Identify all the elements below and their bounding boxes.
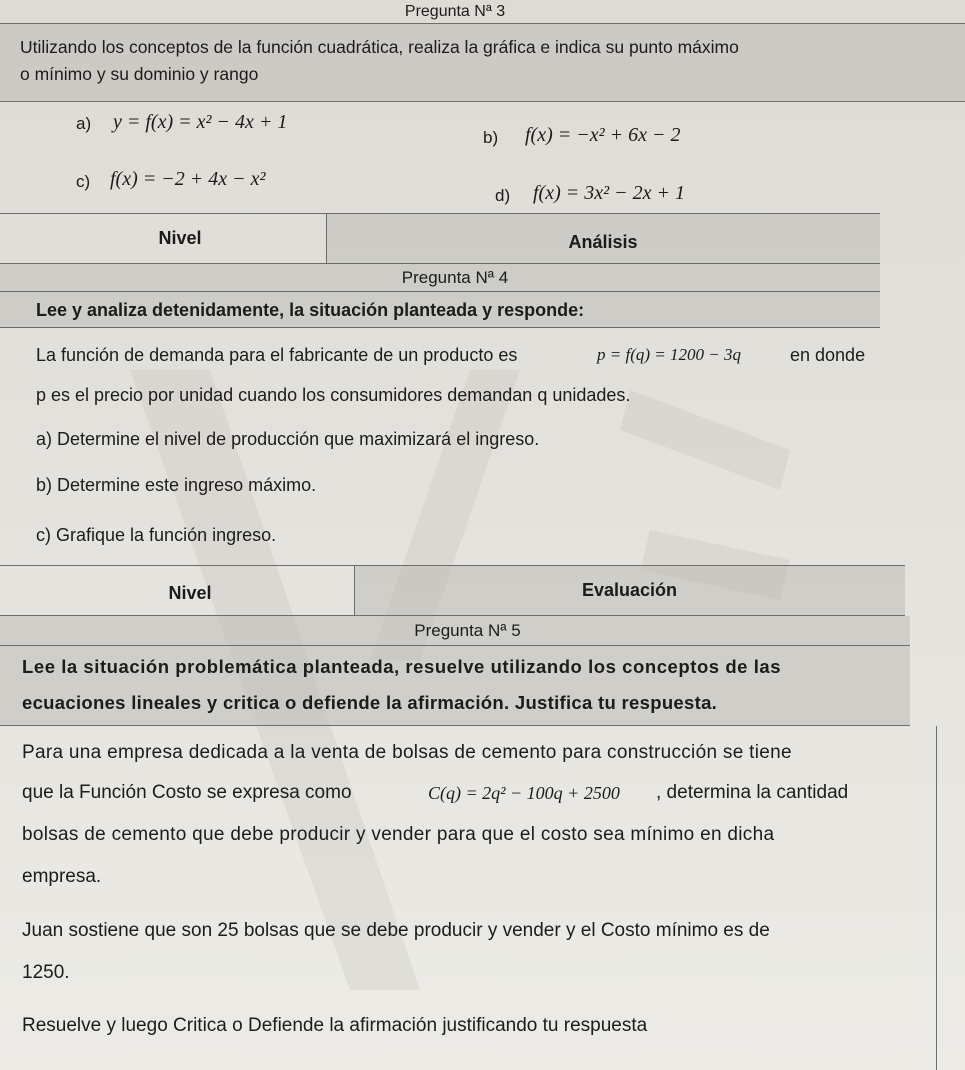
q4-item-c: c) Grafique la función ingreso.	[36, 525, 277, 545]
q5-p1-line2-text: que la Función Costo se expresa como	[22, 782, 352, 803]
q4-line1-end: en donde	[790, 345, 866, 365]
q5-cost-expr: C(q) = 2q² − 100q + 2500	[428, 783, 620, 803]
q4-instruction: Lee y analiza detenidamente, la situación planteada y responde:	[36, 300, 585, 320]
q3-item-a-label: a)	[76, 114, 92, 133]
q5-p1-line4: empresa.	[22, 866, 102, 887]
q5-p1-line3: bolsas de cemento que debe producir y vender para que el costo sea mínimo en dicha	[22, 824, 775, 845]
q3-intro-line2: o mínimo y su dominio y rango	[20, 64, 259, 84]
q3-item-c-label: c)	[76, 172, 91, 191]
q4-line2: p es el precio por unidad cuando los consumidores demandan q unidades.	[36, 385, 631, 405]
q3-item-a-expr: y = f(x) = x² − 4x + 1	[113, 111, 288, 133]
q3-item-c-expr: f(x) = −2 + 4x − x²	[110, 168, 266, 190]
q4-level-label: Nivel	[168, 583, 212, 603]
q3-level-value: Análisis	[568, 232, 638, 252]
q3-intro-line1: Utilizando los conceptos de la función cuadrática, realiza la gráfica e indica su punto máximo	[20, 37, 739, 57]
q4-title: Pregunta Nª 4	[401, 268, 509, 287]
q5-p2-line1: Juan sostiene que son 25 bolsas que se debe producir y vender y el Costo mínimo es de	[22, 920, 770, 941]
q4-item-b: b) Determine este ingreso máximo.	[36, 475, 317, 495]
q3-level-label: Nivel	[158, 228, 202, 248]
q5-title: Pregunta Nª 5	[414, 621, 521, 640]
q4-line1-text: La función de demanda para el fabricante de un producto es	[36, 345, 518, 365]
q3-title: Pregunta Nª 3	[404, 3, 506, 20]
q3-item-d-label: d)	[495, 186, 511, 205]
q4-demand-expr: p = f(q) = 1200 − 3q	[597, 345, 741, 364]
q5-instruction-line2: ecuaciones lineales y critica o defiende la afirmación. Justifica tu respuesta.	[22, 692, 718, 713]
q5-p1-line1: Para una empresa dedicada a la venta de bolsas de cemento para construcción se tiene	[22, 742, 792, 763]
q4-level-value: Evaluación	[581, 580, 678, 600]
q3-item-b-expr: f(x) = −x² + 6x − 2	[525, 124, 681, 146]
q5-instruction-line1: Lee la situación problemática planteada, resuelve utilizando los conceptos de las	[22, 656, 782, 677]
q3-item-b-label: b)	[483, 128, 499, 147]
q5-right-border	[936, 726, 937, 1070]
q3-item-d-expr: f(x) = 3x² − 2x + 1	[533, 182, 685, 204]
q5-closing: Resuelve y luego Critica o Defiende la afirmación justificando tu respuesta	[22, 1015, 648, 1036]
q5-p1-line2-end: , determina la cantidad	[656, 782, 849, 803]
q3-intro-row	[0, 24, 965, 102]
q5-p2-line2: 1250.	[22, 962, 70, 983]
q4-item-a: a) Determine el nivel de producción que maximizará el ingreso.	[36, 429, 540, 449]
